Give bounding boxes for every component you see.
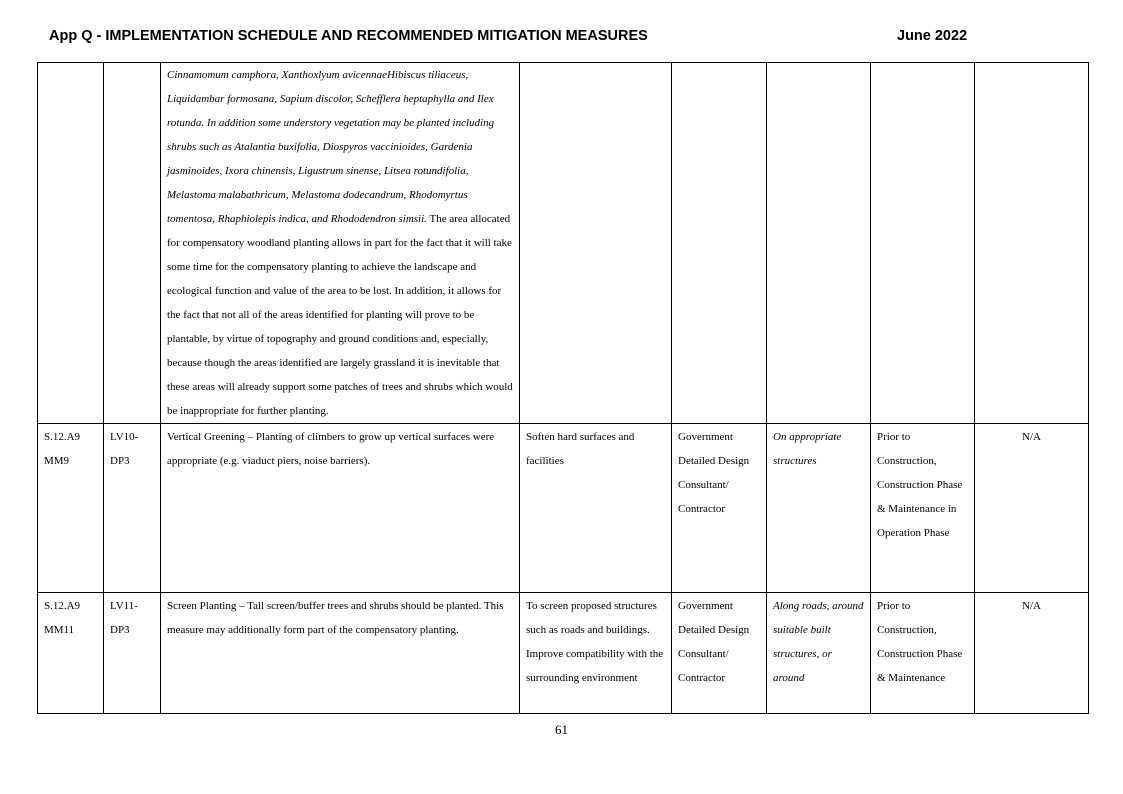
description-italic-text: Cinnamomum camphora, Xanthoxlyum avicennaeHibiscus tiliaceus, Liquidambar formosana, Sapium discolor, Schefflera heptaphylla and Ilex rotunda. In addition some understory vegetation may be planted including shrubs such as Atalantia buxifolia, Diospyros vaccinioides, Gardenia jasminoides, Ixora chinensis, Ligustrum sinense, Litsea rotundifolia, Melastoma malabathricum, Melastoma dodecandrum, Rhodomyrtus tomentosa, Rhaphiolepis indica, and Rhododendron simsii. — [167, 69, 495, 225]
cell-agent — [672, 63, 767, 424]
cell-location — [767, 63, 871, 424]
table-row — [38, 424, 1089, 593]
cell-description — [161, 593, 520, 714]
cell-requirement: N/A — [975, 593, 1089, 714]
table-row — [38, 63, 1089, 424]
cell-eia-ref: S.12.A9 MM9 — [38, 424, 104, 593]
cell-objective — [520, 63, 672, 424]
cell-description — [161, 63, 520, 424]
cell-eia-ref: S.12.A9 MM11 — [38, 593, 104, 714]
cell-description — [161, 424, 520, 593]
cell-location: On appropriate structures — [767, 424, 871, 593]
cell-timing — [871, 63, 975, 424]
description-text: Screen Planting – Tall screen/buffer trees and shrubs should be planted. This measure may additionally form part of the compensatory planting. — [167, 600, 504, 636]
cell-measure-code — [104, 63, 161, 424]
cell-objective: To screen proposed structures such as roads and buildings. Improve compatibility with the surrounding environment — [520, 593, 672, 714]
document-header-date: June 2022 — [897, 28, 968, 44]
cell-requirement: N/A — [975, 424, 1089, 593]
cell-agent: Government Detailed Design Consultant/ Contractor — [672, 424, 767, 593]
cell-agent: Government Detailed Design Consultant/ Contractor — [672, 593, 767, 714]
table-row — [38, 593, 1089, 714]
description-text: Vertical Greening – Planting of climbers to grow up vertical surfaces were appropriate (e.g. viaduct piers, noise barriers). — [167, 431, 495, 467]
cell-requirement — [975, 63, 1089, 424]
cell-location: Along roads, around suitable built structures, or around — [767, 593, 871, 714]
cell-timing: Prior to Construction, Construction Phase & Maintenance in Operation Phase — [871, 424, 975, 593]
description-text: The area allocated for compensatory woodland planting allows in part for the fact that it will take some time for the compensatory planting to achieve the landscape and ecological function and value of the area to be lost. In addition, it allows for the fact that not all of the areas identified for planting will prove to be plantable, by virtue of topography and ground conditions and, especially, because though the areas identified are largely grassland it is inevitable that these areas will already support some patches of trees and shrubs which would be inappropriate for further planting. — [167, 213, 513, 417]
document-header-title: App Q - IMPLEMENTATION SCHEDULE AND RECOMMENDED MITIGATION MEASURES — [49, 28, 648, 44]
cell-eia-ref — [38, 63, 104, 424]
cell-measure-code: LV11- DP3 — [104, 593, 161, 714]
cell-measure-code: LV10- DP3 — [104, 424, 161, 593]
cell-objective: Soften hard surfaces and facilities — [520, 424, 672, 593]
implementation-schedule-table — [37, 62, 1089, 714]
cell-timing: Prior to Construction, Construction Phase & Maintenance — [871, 593, 975, 714]
page-number: 61 — [555, 722, 568, 737]
